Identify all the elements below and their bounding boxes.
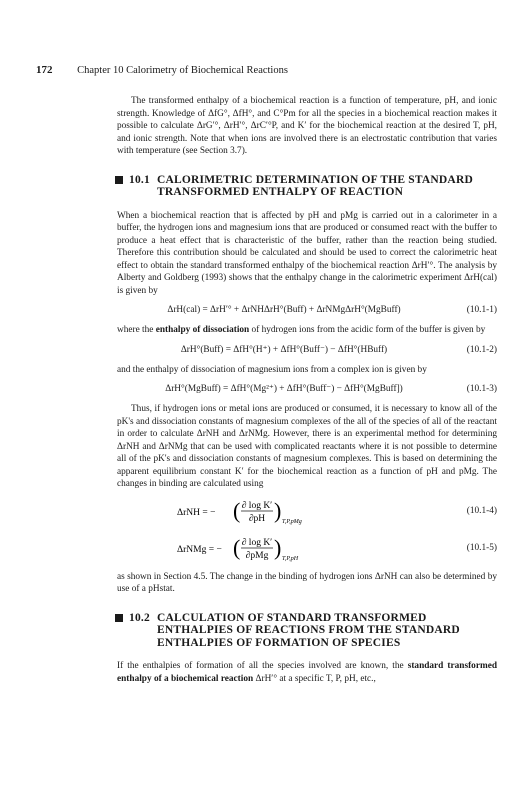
- formula-subscript: T,P,pH: [282, 555, 299, 562]
- formula-lhs: ΔrNH = −: [177, 507, 216, 518]
- section-bullet-icon: [115, 176, 123, 184]
- formula-lhs: ΔrNMg = −: [177, 544, 222, 555]
- running-title: Chapter 10 Calorimetry of Biochemical Reactions: [77, 65, 288, 76]
- left-paren: (: [233, 534, 241, 560]
- text-run: where the: [117, 325, 156, 335]
- section-title: CALCULATION OF STANDARD TRANSFORMED ENTHALPIES OF REACTIONS FROM THE STANDARD ENTHALPIES OF FORMATION OF SPECIES: [157, 611, 460, 649]
- formula-numerator: ∂ log K′: [241, 500, 273, 511]
- section-number: 10.2: [129, 611, 150, 624]
- section-10-1-paragraph-2: [117, 324, 497, 337]
- text-run: If the enthalpies of formation of all the species involved are known, the: [117, 661, 408, 671]
- partial-derivative-formula: [177, 534, 407, 564]
- section-bullet-icon: [115, 614, 123, 622]
- page-number: 172: [36, 64, 53, 76]
- equation-number: (10.1-2): [466, 344, 497, 355]
- section-heading-10-1: [117, 174, 497, 199]
- equation-body: ΔrH°(Buff) = ΔfH°(H⁺) + ΔfH°(Buff⁻) − ΔfH°(HBuff): [180, 344, 388, 355]
- equation-10-1-2: [117, 344, 497, 357]
- equation-body: ΔrH°(MgBuff) = ΔfH°(Mg²⁺) + ΔfH°(Buff⁻) − ΔfH°(MgBuff]): [165, 384, 403, 394]
- section-title: CALORIMETRIC DETERMINATION OF THE STANDARD TRANSFORMED ENTHALPY OF REACTION: [157, 173, 473, 198]
- equation-number: (10.1-3): [466, 384, 497, 394]
- section-10-1-paragraph-5: as shown in Section 4.5. The change in the binding of hydrogen ions ΔrNH can also be determined by use of a pHstat.: [117, 571, 497, 594]
- section-10-1-paragraph-1: When a biochemical reaction that is affected by pH and pMg is carried out in a calorimeter in a buffer, the hydrogen ions and magnesium ions that are produced or consumed react with the buffer to produce a heat effect that is characteristic of the buffer, rather than the reaction being studied. Therefore this contribution should be calculated and should be used to correct the calorimetric heat effect to obtain the standard transformed enthalpy of the biochemical reaction ΔrH′°. The analysis by Alberty and Goldberg (1993) shows that the enthalpy change in the calorimetric experiment ΔrH(cal) is given by: [117, 210, 497, 296]
- right-paren: ): [274, 534, 282, 560]
- intro-paragraph: The transformed enthalpy of a biochemical reaction is a function of temperature, pH, and ionic strength. Knowledge of ΔfG°, ΔfH°, and C°Pm for all the species in a biochemical reaction makes it possible to calculate ΔrG′°, ΔrH′°, ΔrC′°P, and K′ for the biochemical reaction at the desired T, pH, and ionic strength. Note that when ions are involved there is an electrostatic contribution that varies with temperature (see Section 3.7).: [117, 96, 497, 156]
- bold-term: enthalpy of dissociation: [155, 325, 250, 335]
- equation-10-1-4: [117, 497, 497, 527]
- running-header: [36, 64, 492, 76]
- formula-numerator: ∂ log K′: [241, 537, 273, 548]
- equation-10-1-5: [117, 534, 497, 564]
- equation-number: (10.1-5): [466, 542, 497, 553]
- equation-number: (10.1-4): [466, 505, 497, 516]
- equation-body: ΔrH(cal) = ΔrH′° + ΔrNHΔrH°(Buff) + ΔrNMgΔrH°(MgBuff): [167, 305, 401, 315]
- page-body: [117, 95, 497, 685]
- text-run: ΔrH′° at a specific T, P, pH, etc.,: [253, 673, 376, 684]
- formula-denominator: ∂pMg: [245, 550, 269, 561]
- left-paren: (: [233, 497, 241, 523]
- section-heading-10-2: [117, 612, 497, 650]
- text-run: of hydrogen ions from the acidic form of the buffer is given by: [249, 325, 486, 335]
- bold-term: standard transformed enthalpy of a biochemical reaction: [117, 661, 497, 684]
- section-10-1-paragraph-3: and the enthalpy of dissociation of magnesium ions from a complex ion is given by: [117, 364, 427, 375]
- partial-derivative-formula: [177, 497, 407, 527]
- equation-10-1-3: [117, 383, 497, 396]
- right-paren: ): [274, 497, 282, 523]
- formula-denominator: ∂pH: [248, 513, 266, 524]
- equation-number: (10.1-1): [466, 305, 497, 315]
- section-number: 10.1: [129, 173, 150, 186]
- formula-subscript: T,P,pMg: [282, 518, 302, 525]
- equation-10-1-1: [117, 304, 497, 317]
- section-10-1-paragraph-4: Thus, if hydrogen ions or metal ions are produced or consumed, it is necessary to know all of the pK's and dissociation constants of magnesium complexes of the all of the species of all of the reactant in order to calculate ΔrNH and ΔrNMg. However, there is an experimental method for determining ΔrNH and ΔrNMg that can be used with complicated reactants where it is not possible to determine all of the pK's and dissociation constants of magnesium complexes. This is based on determining the apparent equilibrium constant K′ for the biochemical reaction as a function of pH and pMg. The changes in binding are calculated using: [117, 404, 497, 489]
- section-10-2-paragraph-1: [117, 660, 497, 685]
